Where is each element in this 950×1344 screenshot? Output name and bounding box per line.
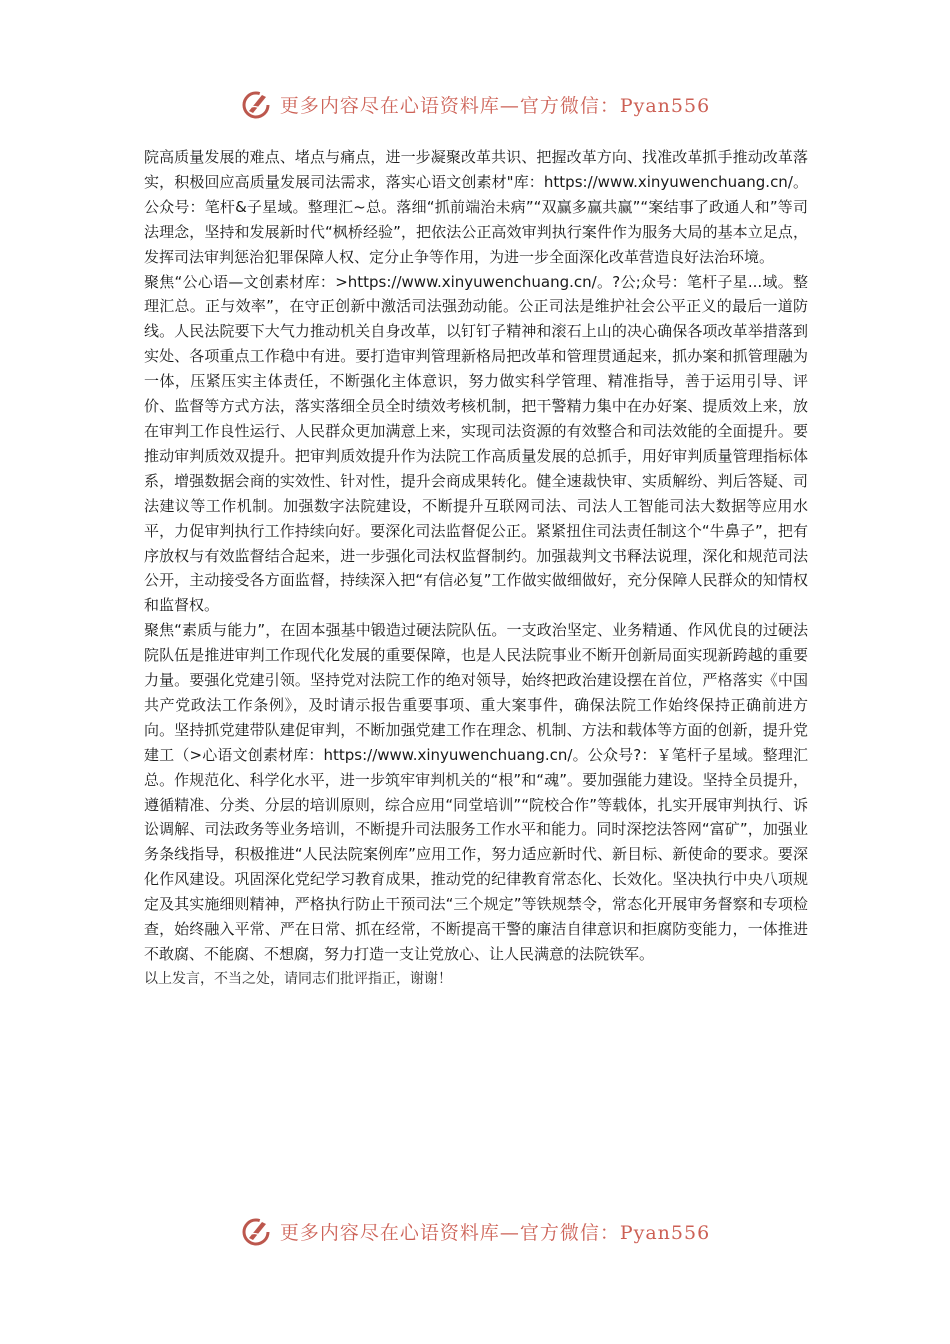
- brush-circle-logo-icon: [240, 87, 274, 121]
- body-paragraph: 院高质量发展的难点、堵点与痛点，进一步凝聚改革共识、把握改革方向、找准改革抓手推动改革落实，积极回应高质量发展司法需求，落实心语文创素材"库：https://www.xinyuwenchuang.cn/。公众号：笔杆&子星域。整理汇~总。落细“抓前端治未病”“双赢多赢共赢”“案结事了政通人和”等司法理念，坚持和发展新时代“枫桥经验”，把依法公正高效审判执行案件作为服务大局的基本立足点，发挥司法审判惩治犯罪保障人权、定分止争等作用，为进一步全面深化改革营造良好法治环境。: [144, 148, 808, 266]
- header-banner: [0, 84, 950, 124]
- body-paragraph: 聚焦“公心语—文创素材库：>https://www.xinyuwenchuang.cn/。?公;众号：笔杆子星...域。整理汇总。正与效率”，在守正创新中激活司法强劲动能。公正司法是维护社会公平正义的最后一道防线。人民法院要下大气力推动机关自身改革，以钉钉子精神和滚石上山的决心确保各项改革举措落到实处、各项重点工作稳中有进。要打造审判管理新格局把改革和管理贯通起来，抓办案和抓管理融为一体，压紧压实主体责任，不断强化主体意识，努力做实科学管理、精准指导，善于运用引导、评价、监督等方式方法，落实落细全员全时绩效考核机制，把干警精力集中在办好案、提质效上来，放在审判工作良性运行、人民群众更加满意上来，实现司法资源的有效整合和司法效能的全面提升。要推动审判质效双提升。把审判质效提升作为法院工作高质量发展的总抓手，用好审判质量管理指标体系，增强数据会商的实效性、针对性，提升会商成果转化。健全速裁快审、实质解纷、判后答疑、司法建议等工作机制。加强数字法院建设，不断提升互联网司法、司法人工智能司法大数据等应用水平，力促审判执行工作持续向好。要深化司法监督促公正。紧紧扭住司法责任制这个“牛鼻子”，把有序放权与有效监督结合起来，进一步强化司法权监督制约。加强裁判文书释法说理，深化和规范司法公开，主动接受各方面监督，持续深入把“有信必复”工作做实做细做好，充分保障人民群众的知情权和监督权。: [144, 272, 808, 615]
- banner-text: 更多内容尽在心语资料库—官方微信：Pyan556: [279, 1221, 711, 1244]
- brush-circle-logo-icon: [240, 1214, 274, 1248]
- body-paragraph: 聚焦“素质与能力”，在固本强基中锻造过硬法院队伍。一支政治坚定、业务精通、作风优良的过硬法院队伍是推进审判工作现代化发展的重要保障，也是人民法院事业不断开创新局面实现新跨越的重要力量。要强化党建引领。坚持党对法院工作的绝对领导，始终把政治建设摆在首位，严格落实《中国共产党政法工作条例》，及时请示报告重要事项、重大案事件，确保法院工作始终保持正确前进方向。坚持抓党建带队建促审判，不断加强党建工作在理念、机制、方法和载体等方面的创新，提升党建工（>心语文创素材库：https://www.xinyuwenchuang.cn/。公众号?：￥笔杆子星域。整理汇总。作规范化、科学化水平，进一步筑牢审判机关的“根”和“魂”。要加强能力建设。坚持全员提升，遵循精准、分类、分层的培训原则，综合应用“同堂培训”“院校合作”等载体，扎实开展审判执行、诉讼调解、司法政务等业务培训，不断提升司法服务工作水平和能力。同时深挖法答网“富矿”，加强业务条线指导，积极推进“人民法院案例库”应用工作，努力适应新时代、新目标、新使命的要求。要深化作风建设。巩固深化党纪学习教育成果，推动党的纪律教育常态化、长效化。坚决执行中央八项规定及其实施细则精神，严格执行防止干预司法“三个规定”等铁规禁令，常态化开展审务督察和专项检查，始终融入平常、严在日常、抓在经常，不断提高干警的廉洁自律意识和拒腐防变能力，一体推进不敢腐、不能腐、不想腐，努力打造一支让党放心、让人民满意的法院铁军。: [144, 621, 808, 963]
- footer-banner: [0, 1211, 950, 1251]
- banner-text: 更多内容尽在心语资料库—官方微信：Pyan556: [279, 94, 711, 117]
- document-body: [144, 145, 808, 992]
- closing-remark: 以上发言，不当之处，请同志们批评指正，谢谢！: [144, 970, 452, 987]
